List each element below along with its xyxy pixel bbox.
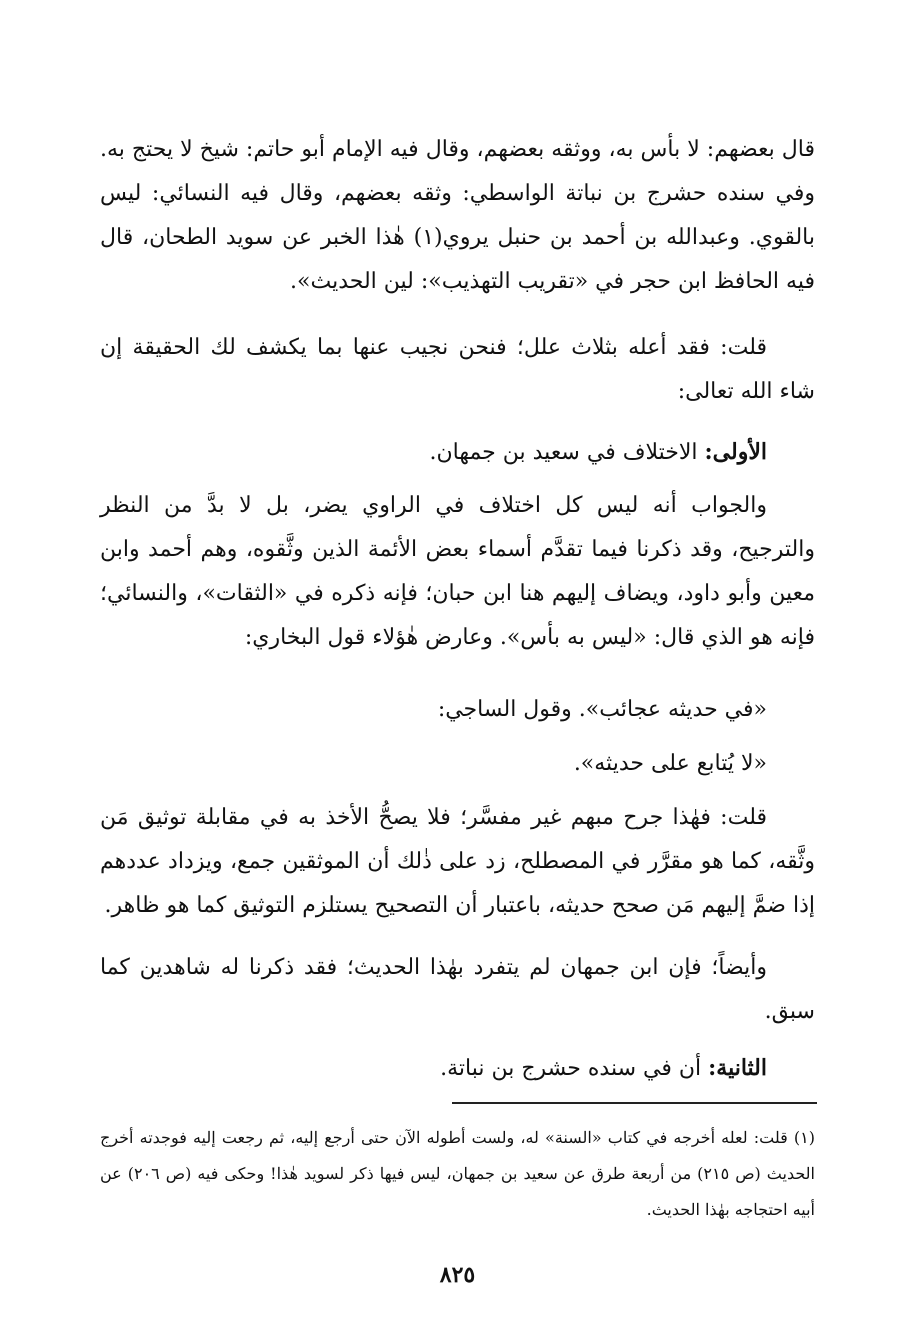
section-heading-first-text: الاختلاف في سعيد بن جمهان. [429, 440, 705, 465]
paragraph-5-quote: «في حديثه عجائب». وقول الساجي: [437, 697, 767, 722]
paragraph-1: قال بعضهم: لا بأس به، ووثقه بعضهم، وقال فيه الإمام أبو حاتم: شيخ لا يحتج به. وفي سنده حشرج بن نباتة الواسطي: وثقه بعضهم، وقال فيه النسائي: ليس بالقوي. وعبدالله بن أحمد بن حنبل يروي(١) هٰذا الخبر عن سويد الطحان، قال فيه الحافظ ابن حجر في «تقريب التهذيب»: لين الحديث». [100, 137, 815, 294]
paragraph-4: والجواب أنه ليس كل اختلاف في الراوي يضر، بل لا بدَّ من النظر والترجيح، وقد ذكرنا فيما تقدَّم أسماء بعض الأئمة الذين وثَّقوه، وهم أحمد وابن معين وأبو داود، ويضاف إليهم هنا ابن حبان؛ فإنه ذكره في «الثقات»، والنسائي؛ فإنه هو الذي قال: «ليس به بأس». وعارض هٰؤلاء قول البخاري: [100, 493, 815, 650]
paragraph-6-quote: «لا يُتابع على حديثه». [573, 751, 767, 776]
footnote-divider [452, 1102, 817, 1104]
paragraph-9 [100, 1046, 815, 1091]
page-number: ٨٢٥ [439, 1262, 476, 1288]
paragraph-2: قلت: فقد أعله بثلاث علل؛ فنحن نجيب عنها بما يكشف لك الحقيقة إن شاء الله تعالى: [100, 335, 815, 404]
footnote-1: (١) قلت: لعله أخرجه في كتاب «السنة» له، ولست أطوله الآن حتى أرجع إليه، ثم رجعت إليه فوجدته أخرج الحديث (ص ٢١٥) من أربعة طرق عن سعيد بن جمهان، ليس فيها ذكر لسويد هٰذا! وحكى فيه (ص ٢٠٦) عن أبيه احتجاجه بهٰذا الحديث. [100, 1128, 815, 1219]
paragraph-3 [100, 430, 815, 475]
paragraph-8: وأيضاً؛ فإن ابن جمهان لم يتفرد بهٰذا الحديث؛ فقد ذكرنا له شاهدين كما سبق. [100, 955, 815, 1024]
section-heading-second: الثانية: [708, 1055, 767, 1081]
section-heading-second-text: أن في سنده حشرج بن نباتة. [440, 1056, 709, 1081]
section-heading-first: الأولى: [704, 439, 767, 465]
paragraph-7: قلت: فهٰذا جرح مبهم غير مفسَّر؛ فلا يصحُّ الأخذ به في مقابلة توثيق مَن وثَّقه، كما هو مقرَّر في المصطلح، زد على ذٰلك أن الموثقين جمع، ويزداد عددهم إذا ضمَّ إليهم مَن صحح حديثه، باعتبار أن التصحيح يستلزم التوثيق كما هو ظاهر. [100, 805, 815, 918]
